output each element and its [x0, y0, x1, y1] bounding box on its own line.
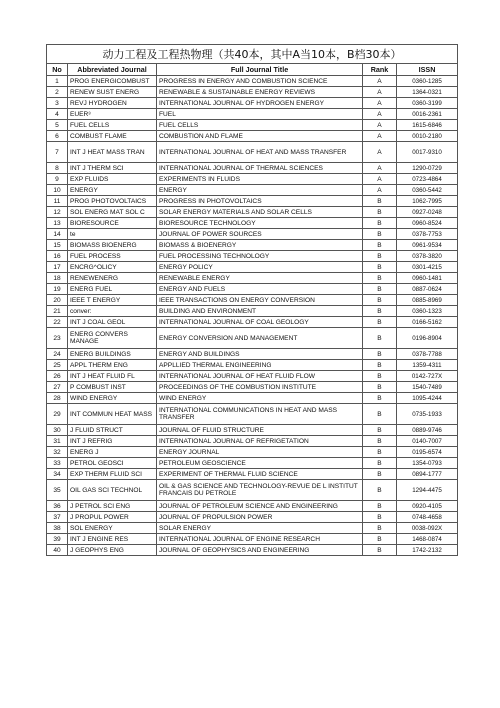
- cell-full-journal-title: INTERNATIONAL JOURNAL OF HYDROGEN ENERGY: [157, 98, 363, 109]
- cell-abbreviated-journal: ENERG CONVERS MANAGE: [68, 328, 157, 349]
- table-row: [47, 196, 458, 207]
- col-header-full-journal-title: Full Journal Title: [157, 64, 363, 76]
- table-row: [47, 273, 458, 284]
- cell-rank: B: [363, 360, 397, 371]
- cell-full-journal-title: ENERGY POLICY: [157, 262, 363, 273]
- cell-issn: 0748-4658: [397, 512, 458, 523]
- table-row: [47, 185, 458, 196]
- cell-rank: B: [363, 295, 397, 306]
- cell-no: 33: [47, 458, 68, 469]
- cell-no: 34: [47, 469, 68, 480]
- table-row: [47, 262, 458, 273]
- cell-abbreviated-journal: PROG PHOTOVOLTAICS: [68, 196, 157, 207]
- cell-issn: 0195-6574: [397, 447, 458, 458]
- table-title: 动力工程及工程热物理（共40本，其中A当10本，B档30本）: [47, 45, 458, 64]
- cell-full-journal-title: EXPERIMENT OF THERMAL FLUID SCIENCE: [157, 469, 363, 480]
- cell-rank: B: [363, 404, 397, 425]
- cell-full-journal-title: JOURNAL OF PETROLEUM SCIENCE AND ENGINEERING: [157, 501, 363, 512]
- table-row: [47, 458, 458, 469]
- cell-rank: B: [363, 534, 397, 545]
- cell-rank: B: [363, 425, 397, 436]
- table-row: [47, 284, 458, 295]
- table-row: [47, 404, 458, 425]
- cell-abbreviated-journal: EXP THERM FLUID SCI: [68, 469, 157, 480]
- cell-no: 9: [47, 174, 68, 185]
- cell-rank: B: [363, 349, 397, 360]
- cell-no: 29: [47, 404, 68, 425]
- cell-abbreviated-journal: ENERG BUILDINGS: [68, 349, 157, 360]
- cell-no: 24: [47, 349, 68, 360]
- cell-abbreviated-journal: J PETROL SCI ENG: [68, 501, 157, 512]
- table-row: [47, 480, 458, 501]
- cell-abbreviated-journal: OIL GAS SCI TECHNOL: [68, 480, 157, 501]
- cell-abbreviated-journal: SOL ENERGY: [68, 523, 157, 534]
- cell-rank: A: [363, 87, 397, 98]
- col-header-abbreviated-journal: Abbreviated Journal: [68, 64, 157, 76]
- table-row: [47, 295, 458, 306]
- table-row: [47, 360, 458, 371]
- cell-rank: B: [363, 196, 397, 207]
- cell-rank: B: [363, 218, 397, 229]
- cell-issn: 0735-1933: [397, 404, 458, 425]
- cell-rank: A: [363, 174, 397, 185]
- cell-abbreviated-journal: INT J REFRIG: [68, 436, 157, 447]
- cell-issn: 1290-0729: [397, 163, 458, 174]
- cell-full-journal-title: SOLAR ENERGY: [157, 523, 363, 534]
- cell-rank: B: [363, 240, 397, 251]
- cell-no: 37: [47, 512, 68, 523]
- cell-issn: 0378-7753: [397, 229, 458, 240]
- cell-abbreviated-journal: J FLUID STRUCT: [68, 425, 157, 436]
- col-header-no: No: [47, 64, 68, 76]
- cell-issn: 0378-3820: [397, 251, 458, 262]
- cell-abbreviated-journal: PROG ENERGICOMBUST: [68, 76, 157, 87]
- table-row: [47, 218, 458, 229]
- cell-rank: B: [363, 207, 397, 218]
- cell-full-journal-title: RENEWABLE ENERGY: [157, 273, 363, 284]
- cell-abbreviated-journal: REVJ HYDROGEN: [68, 98, 157, 109]
- table-row: [47, 76, 458, 87]
- cell-no: 8: [47, 163, 68, 174]
- col-header-rank: Rank: [363, 64, 397, 76]
- table-row: [47, 120, 458, 131]
- cell-issn: 0301-4215: [397, 262, 458, 273]
- cell-issn: 1742-2132: [397, 545, 458, 556]
- cell-issn: 0889-9746: [397, 425, 458, 436]
- cell-issn: 0960-8524: [397, 218, 458, 229]
- cell-abbreviated-journal: ENCRG^OLICY: [68, 262, 157, 273]
- cell-issn: 1364-0321: [397, 87, 458, 98]
- journal-table: [46, 44, 458, 556]
- cell-rank: B: [363, 469, 397, 480]
- cell-full-journal-title: ENERGY: [157, 185, 363, 196]
- cell-no: 25: [47, 360, 68, 371]
- cell-issn: 0927-0248: [397, 207, 458, 218]
- cell-abbreviated-journal: FUEL PROCESS: [68, 251, 157, 262]
- cell-issn: 0140-7007: [397, 436, 458, 447]
- table-row: [47, 447, 458, 458]
- cell-issn: 0960-1481: [397, 273, 458, 284]
- cell-rank: A: [363, 163, 397, 174]
- cell-abbreviated-journal: INT J HEAT FLUID FL: [68, 371, 157, 382]
- cell-full-journal-title: INTERNATIONAL COMMUNICATIONS IN HEAT AND MASS TRANSFER: [157, 404, 363, 425]
- cell-abbreviated-journal: SOL ENERG MAT SOL C: [68, 207, 157, 218]
- table-row: [47, 501, 458, 512]
- cell-issn: 0010-2180: [397, 131, 458, 142]
- cell-issn: 0360-5442: [397, 185, 458, 196]
- table-row: [47, 328, 458, 349]
- cell-abbreviated-journal: IEEE T ENERGY: [68, 295, 157, 306]
- cell-full-journal-title: INTERNATIONAL JOURNAL OF HEAT FLUID FLOW: [157, 371, 363, 382]
- cell-no: 28: [47, 393, 68, 404]
- cell-full-journal-title: WIND ENERGY: [157, 393, 363, 404]
- cell-full-journal-title: PETROLEUM GEOSCIENCE: [157, 458, 363, 469]
- cell-full-journal-title: COMBUSTION AND FLAME: [157, 131, 363, 142]
- cell-no: 36: [47, 501, 68, 512]
- cell-rank: A: [363, 142, 397, 163]
- cell-rank: B: [363, 229, 397, 240]
- cell-abbreviated-journal: PETROL GEOSCI: [68, 458, 157, 469]
- cell-rank: B: [363, 382, 397, 393]
- cell-issn: 0360-3199: [397, 98, 458, 109]
- cell-no: 38: [47, 523, 68, 534]
- cell-issn: 1354-0793: [397, 458, 458, 469]
- cell-rank: A: [363, 185, 397, 196]
- cell-full-journal-title: FUEL PROCESSING TECHNOLOGY: [157, 251, 363, 262]
- cell-issn: 0887-0624: [397, 284, 458, 295]
- table-row: [47, 142, 458, 163]
- cell-rank: B: [363, 317, 397, 328]
- cell-full-journal-title: BIORESOURCE TECHNOLOGY: [157, 218, 363, 229]
- cell-no: 23: [47, 328, 68, 349]
- cell-issn: 0196-8904: [397, 328, 458, 349]
- cell-rank: B: [363, 512, 397, 523]
- cell-full-journal-title: ENERGY AND FUELS: [157, 284, 363, 295]
- cell-abbreviated-journal: EXP FLUIDS: [68, 174, 157, 185]
- cell-no: 31: [47, 436, 68, 447]
- cell-full-journal-title: JOURNAL OF PROPULSION POWER: [157, 512, 363, 523]
- cell-full-journal-title: PROGRESS IN PHOTOVOLTAICS: [157, 196, 363, 207]
- table-row: [47, 469, 458, 480]
- table-body: [47, 76, 458, 556]
- cell-no: 14: [47, 229, 68, 240]
- table-row: [47, 174, 458, 185]
- cell-no: 4: [47, 109, 68, 120]
- cell-no: 20: [47, 295, 68, 306]
- cell-abbreviated-journal: INT J HEAT MASS TRAN: [68, 142, 157, 163]
- table-row: [47, 229, 458, 240]
- cell-no: 11: [47, 196, 68, 207]
- table-row: [47, 371, 458, 382]
- cell-full-journal-title: PROGRESS IN ENERGY AND COMBUSTION SCIENCE: [157, 76, 363, 87]
- cell-issn: 0360-1323: [397, 306, 458, 317]
- cell-full-journal-title: IEEE TRANSACTIONS ON ENERGY CONVERSION: [157, 295, 363, 306]
- table-row: [47, 240, 458, 251]
- cell-no: 35: [47, 480, 68, 501]
- cell-issn: 0166-5162: [397, 317, 458, 328]
- cell-full-journal-title: BUILDING AND ENVIRONMENT: [157, 306, 363, 317]
- cell-no: 13: [47, 218, 68, 229]
- table-row: [47, 349, 458, 360]
- table-row: [47, 545, 458, 556]
- table-row: [47, 382, 458, 393]
- cell-issn: 0723-4864: [397, 174, 458, 185]
- cell-no: 7: [47, 142, 68, 163]
- cell-issn: 0360-1285: [397, 76, 458, 87]
- cell-rank: B: [363, 480, 397, 501]
- table-row: [47, 436, 458, 447]
- table-row: [47, 512, 458, 523]
- cell-no: 1: [47, 76, 68, 87]
- cell-no: 15: [47, 240, 68, 251]
- cell-full-journal-title: JOURNAL OF GEOPHYSICS AND ENGINEERING: [157, 545, 363, 556]
- cell-full-journal-title: JOURNAL OF POWER SOURCES: [157, 229, 363, 240]
- cell-full-journal-title: SOLAR ENERGY MATERIALS AND SOLAR CELLS: [157, 207, 363, 218]
- cell-rank: B: [363, 262, 397, 273]
- table-row: [47, 98, 458, 109]
- cell-rank: B: [363, 251, 397, 262]
- cell-abbreviated-journal: INT J ENGINE RES: [68, 534, 157, 545]
- cell-no: 16: [47, 251, 68, 262]
- cell-issn: 1468-0874: [397, 534, 458, 545]
- cell-abbreviated-journal: J PROPUL POWER: [68, 512, 157, 523]
- cell-full-journal-title: JOURNAL OF FLUID STRUCTURE: [157, 425, 363, 436]
- cell-abbreviated-journal: conver:: [68, 306, 157, 317]
- cell-issn: 0016-2361: [397, 109, 458, 120]
- cell-abbreviated-journal: APPL THERM ENG: [68, 360, 157, 371]
- cell-no: 39: [47, 534, 68, 545]
- cell-abbreviated-journal: te: [68, 229, 157, 240]
- cell-no: 10: [47, 185, 68, 196]
- cell-issn: 1294-4475: [397, 480, 458, 501]
- cell-no: 19: [47, 284, 68, 295]
- cell-issn: 0920-4105: [397, 501, 458, 512]
- cell-rank: A: [363, 98, 397, 109]
- cell-full-journal-title: RENEWABLE & SUSTAINABLE ENERGY REVIEWS: [157, 87, 363, 98]
- cell-abbreviated-journal: BIORESOURCE: [68, 218, 157, 229]
- cell-full-journal-title: APPLLIED THERMAL ENGINEERING: [157, 360, 363, 371]
- table-row: [47, 523, 458, 534]
- cell-abbreviated-journal: RENEW SUST ENERG: [68, 87, 157, 98]
- cell-full-journal-title: OIL & GAS SCIENCE AND TECHNOLOGY-REVUE DE L INSTITUT FRANCAIS DU PETROLE: [157, 480, 363, 501]
- cell-rank: B: [363, 284, 397, 295]
- cell-full-journal-title: ENERGY AND BUILDINGS: [157, 349, 363, 360]
- cell-rank: A: [363, 131, 397, 142]
- cell-abbreviated-journal: COMBUST FLAME: [68, 131, 157, 142]
- table-row: [47, 251, 458, 262]
- cell-abbreviated-journal: WIND ENERGY: [68, 393, 157, 404]
- cell-rank: A: [363, 120, 397, 131]
- cell-rank: A: [363, 76, 397, 87]
- cell-rank: B: [363, 393, 397, 404]
- cell-no: 6: [47, 131, 68, 142]
- cell-issn: 0038-092X: [397, 523, 458, 534]
- cell-no: 40: [47, 545, 68, 556]
- cell-full-journal-title: INTERNATIONAL JOURNAL OF ENGINE RESEARCH: [157, 534, 363, 545]
- cell-rank: B: [363, 371, 397, 382]
- cell-full-journal-title: INTERNATIONAL JOURNAL OF HEAT AND MASS TRANSFER: [157, 142, 363, 163]
- cell-abbreviated-journal: P COMBUST INST: [68, 382, 157, 393]
- col-header-issn: ISSN: [397, 64, 458, 76]
- cell-no: 30: [47, 425, 68, 436]
- cell-abbreviated-journal: RENEWENERG: [68, 273, 157, 284]
- table-row: [47, 163, 458, 174]
- cell-no: 5: [47, 120, 68, 131]
- table-row: [47, 131, 458, 142]
- cell-issn: 0378-7788: [397, 349, 458, 360]
- cell-no: 2: [47, 87, 68, 98]
- cell-full-journal-title: INTERNATIONAL JOURNAL OF REFRIGETATION: [157, 436, 363, 447]
- journal-list-sheet: [46, 44, 457, 556]
- cell-rank: B: [363, 306, 397, 317]
- cell-abbreviated-journal: INT J COAL GEOL: [68, 317, 157, 328]
- cell-full-journal-title: FUEL: [157, 109, 363, 120]
- cell-issn: 0894-1777: [397, 469, 458, 480]
- cell-rank: B: [363, 328, 397, 349]
- cell-no: 21: [47, 306, 68, 317]
- cell-issn: 1095-4244: [397, 393, 458, 404]
- cell-full-journal-title: PROCEEDINGS OF THE COMBUSTION INSTITUTE: [157, 382, 363, 393]
- cell-no: 22: [47, 317, 68, 328]
- cell-abbreviated-journal: INT COMMUN HEAT MASS: [68, 404, 157, 425]
- cell-full-journal-title: BIOMASS & BIOENERGY: [157, 240, 363, 251]
- header-row: [47, 64, 458, 76]
- cell-rank: B: [363, 523, 397, 534]
- cell-full-journal-title: EXPERIMENTS IN FLUIDS: [157, 174, 363, 185]
- cell-issn: 0961-9534: [397, 240, 458, 251]
- cell-full-journal-title: INTERNATIONAL JOURNAL OF THERMAL SCIENCES: [157, 163, 363, 174]
- cell-full-journal-title: FUEL CELLS: [157, 120, 363, 131]
- cell-no: 3: [47, 98, 68, 109]
- table-row: [47, 393, 458, 404]
- cell-abbreviated-journal: FUEL CELLS: [68, 120, 157, 131]
- cell-rank: B: [363, 545, 397, 556]
- cell-abbreviated-journal: ENERGY: [68, 185, 157, 196]
- cell-rank: B: [363, 436, 397, 447]
- cell-rank: B: [363, 458, 397, 469]
- cell-abbreviated-journal: J GEOPHYS ENG: [68, 545, 157, 556]
- cell-no: 17: [47, 262, 68, 273]
- cell-abbreviated-journal: INT J THERM SCI: [68, 163, 157, 174]
- cell-abbreviated-journal: ENERG FUEL: [68, 284, 157, 295]
- cell-abbreviated-journal: BIOMASS BIOENERG: [68, 240, 157, 251]
- cell-issn: 1062-7995: [397, 196, 458, 207]
- table-row: [47, 425, 458, 436]
- table-row: [47, 87, 458, 98]
- cell-no: 32: [47, 447, 68, 458]
- cell-rank: B: [363, 273, 397, 284]
- table-row: [47, 306, 458, 317]
- table-row: [47, 534, 458, 545]
- cell-rank: B: [363, 447, 397, 458]
- cell-abbreviated-journal: EUER³: [68, 109, 157, 120]
- cell-full-journal-title: ENERGY CONVERSION AND MANAGEMENT: [157, 328, 363, 349]
- cell-no: 27: [47, 382, 68, 393]
- cell-issn: 0885-8969: [397, 295, 458, 306]
- cell-issn: 1615-6846: [397, 120, 458, 131]
- cell-no: 12: [47, 207, 68, 218]
- table-row: [47, 317, 458, 328]
- cell-issn: 0017-9310: [397, 142, 458, 163]
- cell-no: 18: [47, 273, 68, 284]
- cell-full-journal-title: ENERGY JOURNAL: [157, 447, 363, 458]
- table-row: [47, 109, 458, 120]
- cell-rank: A: [363, 109, 397, 120]
- cell-issn: 1359-4311: [397, 360, 458, 371]
- cell-issn: 1540-7489: [397, 382, 458, 393]
- table-row: [47, 207, 458, 218]
- cell-issn: 0142-727X: [397, 371, 458, 382]
- cell-full-journal-title: INTERNATIONAL JOURNAL OF COAL GEOLOGY: [157, 317, 363, 328]
- cell-no: 26: [47, 371, 68, 382]
- cell-rank: B: [363, 501, 397, 512]
- cell-abbreviated-journal: ENERG J: [68, 447, 157, 458]
